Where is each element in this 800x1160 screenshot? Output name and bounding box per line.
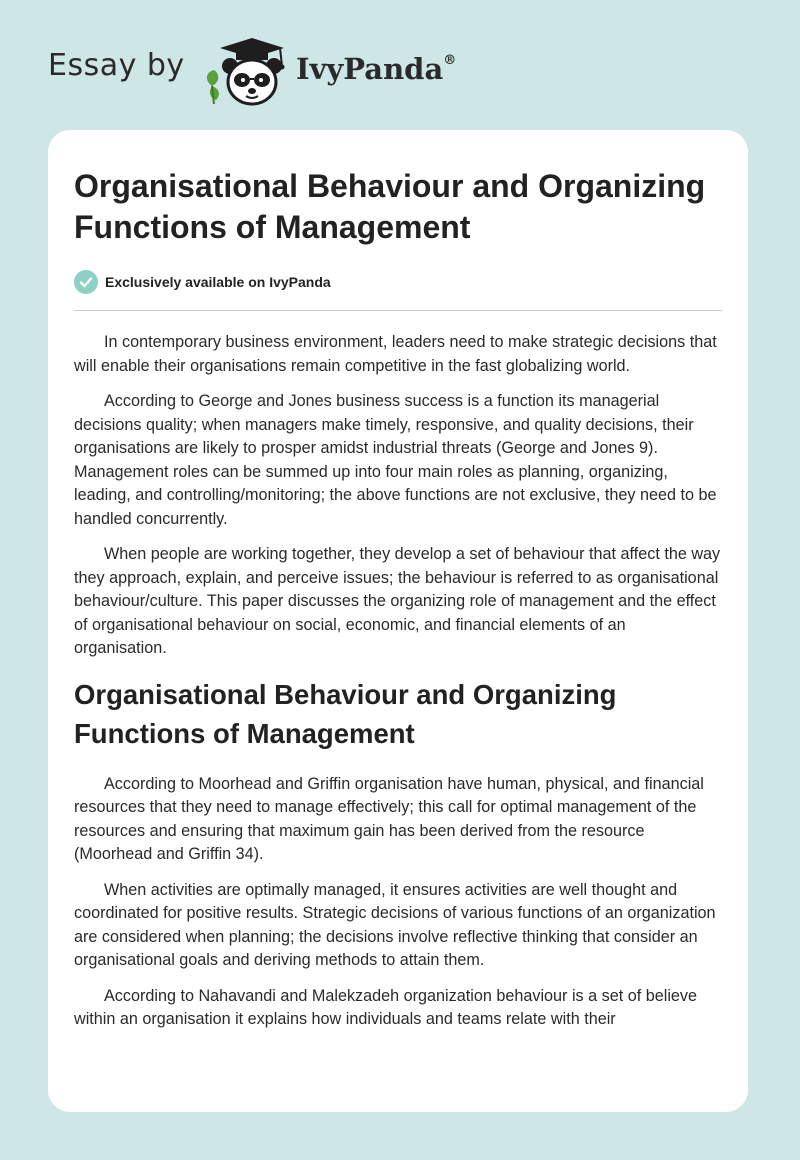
- paragraph: When activities are optimally managed, it ensures activities are well thought and coordinated for positive results. Strategic decisions of various functions of an organization are considered when planning; the decisions involve reflective thinking that consider an organisational goals and deriving methods to attain them.: [74, 880, 716, 969]
- site-header: [48, 36, 748, 116]
- page-title: Organisational Behaviour and Organizing Functions of Management: [74, 168, 706, 245]
- brand-name: IvyPanda®: [296, 52, 457, 86]
- article-body: [74, 311, 722, 1032]
- check-icon: [74, 270, 98, 294]
- essay-by-label: Essay by: [48, 48, 185, 83]
- registered-mark: ®: [443, 53, 457, 69]
- exclusive-badge: [74, 268, 722, 296]
- panda-logo-icon: [200, 36, 292, 108]
- paragraph: According to Moorhead and Griffin organisation have human, physical, and financial resources that they need to manage effectively; this call for optimal management of the resources and ensuring that maximum gain has been derived from the resource (Moorhead and Griffin 34).: [74, 774, 704, 863]
- exclusive-badge-label: Exclusively available on IvyPanda: [105, 274, 331, 290]
- paragraph: According to George and Jones business success is a function its managerial decisions quality; when managers make timely, responsive, and quality decisions, their organisations are likely to prosper amidst industrial threats (George and Jones 9). Management roles can be summed up into four main roles as planning, organizing, leading, and controlling/monitoring; the above functions are not exclusive, they need to be handled concurrently.: [74, 392, 717, 528]
- essay-card: [48, 130, 748, 1112]
- section-heading: Organisational Behaviour and Organizing Functions of Management: [74, 678, 617, 749]
- paragraph: In contemporary business environment, leaders need to make strategic decisions that will enable their organisations remain competitive in the fast globalizing world.: [74, 333, 717, 375]
- paragraph: When people are working together, they develop a set of behaviour that affect the way they approach, explain, and perceive issues; the behaviour is referred to as organisational behaviour/culture. This paper discusses the organizing role of management and the effect of organisational behaviour on social, economic, and financial elements of an organisation.: [74, 545, 721, 657]
- paragraph: According to Nahavandi and Malekzadeh organization behaviour is a set of believe within an organisation it explains how individuals and teams relate with their: [74, 986, 698, 1028]
